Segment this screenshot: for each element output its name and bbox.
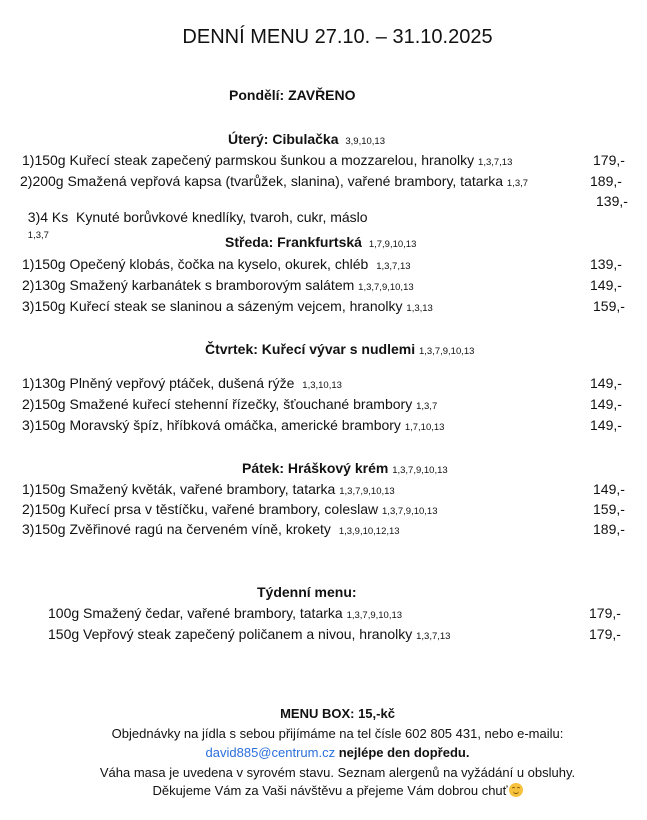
item-price: 149,- [590,375,622,391]
soup-allergens: 1,7,9,10,13 [368,239,417,250]
item-allergens: 1,3,7 [506,178,529,189]
item-text: 1)150g Smažený květák, vařené brambory, tatarka [22,481,336,497]
item-price: 139,- [590,256,622,272]
item-price: 189,- [593,521,625,537]
item-price: 149,- [593,481,625,497]
menu-item [22,501,437,517]
day-heading-tuesday [228,131,385,147]
weekly-menu-heading: Týdenní menu: [257,584,357,600]
advance-note: nejlépe den dopředu. [338,745,470,760]
item-allergens: 1,3,10,13 [302,380,342,391]
item-price: 189,- [590,173,622,189]
item-allergens: 1,3,7 [416,401,438,412]
page-title: DENNÍ MENU 27.10. – 31.10.2025 [182,26,493,48]
item-text: 3)150g Moravský špíz, hříbková omáčka, americké brambory [22,417,401,433]
soup-allergens: 3,9,10,13 [345,136,385,147]
item-allergens: 1,3,7 [27,230,49,241]
smiley-face-icon [509,783,523,797]
menu-item [22,298,433,314]
menu-item [22,277,414,293]
item-price: 149,- [590,396,622,412]
item-price: 149,- [590,417,622,433]
item-allergens: 1,3,7,9,10,13 [382,506,438,517]
menu-item [22,521,400,537]
day-heading-thursday [205,341,474,357]
item-allergens: 1,3,7,13 [478,157,513,168]
day-heading-friday [242,460,448,476]
item-text: 3)150g Kuřecí steak se slaninou a sázeným vejcem, hranolky [22,298,403,314]
item-price: 149,- [590,277,622,293]
soup-allergens: 1,3,7,9,10,13 [392,465,448,476]
menu-item [22,417,444,433]
email-line [0,745,647,760]
item-allergens: 1,7,10,13 [404,422,445,433]
soup-name: Čtvrtek: Kuřecí vývar s nudlemi [205,341,416,357]
menu-item [22,256,411,272]
menu-item [22,152,512,168]
item-text: 1)150g Opečený klobás, čočka na kyselo, okurek, chléb [22,256,369,272]
email-link[interactable]: david885@centrum.cz [205,745,336,760]
weekly-item [48,626,450,642]
orders-note: Objednávky na jídla s sebou přijímáme na tel čísle 602 805 431, nebo e-mailu: [111,726,564,741]
item-text: 3)150g Zvěřinové ragú na červeném víně, krokety [22,521,331,537]
item-allergens: 1,3,7,9,10,13 [346,610,403,621]
thanks-text: Děkujeme Vám za Vaši návštěvu a přejeme Vám dobrou chuť [152,783,508,798]
item-price: 179,- [589,626,621,642]
soup-allergens: 1,3,7,9,10,13 [418,346,475,357]
soup-name: Středa: Frankfurtská [225,234,362,250]
weight-note: Váha masa je uvedena v syrovém stavu. Seznam alergenů na vyžádání u obsluhy. [99,765,576,780]
item-price: 179,- [593,152,625,168]
menu-item [20,173,528,189]
item-allergens: 1,3,13 [406,303,433,314]
item-price: 179,- [589,605,621,621]
menu-box-price: MENU BOX: 15,-kč [280,706,395,721]
item-text: 2)200g Smažená vepřová kapsa (tvarůžek, slanina), vařené brambory, tatarka [20,173,503,189]
day-heading-wednesday [225,234,416,250]
item-allergens: 1,3,7,13 [416,631,451,642]
item-text: 3)4 Ks Kynuté borůvkové knedlíky, tvaroh, cukr, máslo [27,209,368,225]
item-text: 2)150g Kuřecí prsa v těstíčku, vařené brambory, coleslaw [22,501,379,517]
menu-item [22,396,437,412]
day-heading-monday: Pondělí: ZAVŘENO [229,87,356,103]
item-text: 100g Smažený čedar, vařené brambory, tatarka [48,605,343,621]
weekly-item [48,605,402,621]
item-text: 1)150g Kuřecí steak zapečený parmskou šunkou a mozzarelou, hranolky [22,152,475,168]
item-text: 1)130g Plněný vepřový ptáček, dušená rýže [22,375,295,391]
soup-name: Pátek: Hráškový krém [242,460,389,476]
thanks-line [0,783,647,798]
item-text: 2)150g Smažené kuřecí stehenní řízečky, šťouchané brambory [22,396,413,412]
item-allergens: 1,3,7,9,10,13 [358,282,414,293]
menu-item [22,375,342,391]
item-allergens: 1,3,7,9,10,13 [339,486,395,497]
soup-name: Úterý: Cibulačka [228,131,339,147]
item-price: 139,- [596,193,628,209]
item-text: 150g Vepřový steak zapečený poličanem a nivou, hranolky [48,626,413,642]
item-price: 159,- [593,298,625,314]
item-allergens: 1,3,9,10,12,13 [338,526,400,537]
item-text: 2)130g Smažený karbanátek s bramborovým salátem [22,277,355,293]
item-allergens: 1,3,7,13 [376,261,411,272]
item-price: 159,- [593,501,625,517]
menu-item [22,481,395,497]
